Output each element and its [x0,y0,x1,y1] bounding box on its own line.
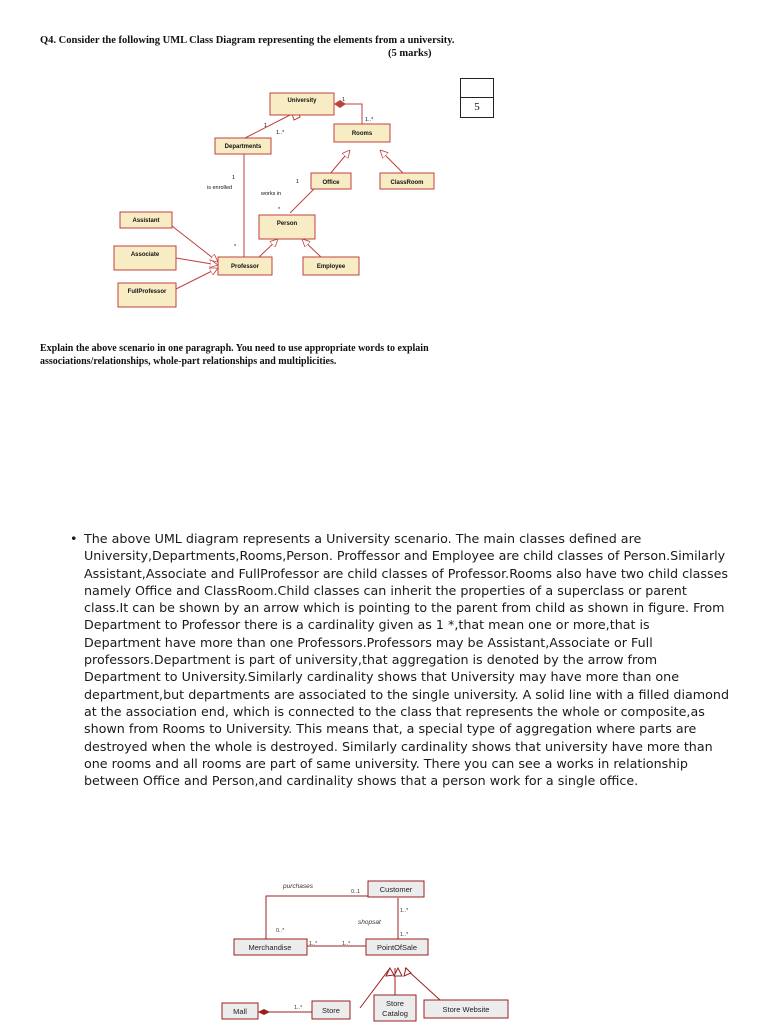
answer-bullet: • [70,531,78,546]
mult-cust-many: 1..* [400,908,409,914]
label-store-website: Store Website [442,1005,490,1014]
inherit-arrow-3 [404,968,411,976]
label-fullprofessor: FullProfessor [127,289,167,295]
label-university: University [287,98,317,104]
mult-prof: * [234,244,237,250]
mult-pos-top: 1..* [400,932,409,938]
answer-paragraph: The above UML diagram represents a University scenario. The main classes defined are University,Departments,Rooms,Person. Proffessor and Employee are child classes of Person.Similarly Assistant,Associate and FullProfessor are child classes of Professor.Rooms also have two child classes namely Office and ClassRoom.Child classes can inherit the properties of a superclass or parent class.It can be shown by an arrow which is pointing to the parent from child as shown in figure. From Department to Professor there is a cardinality given as 1 *,that mean one or more,that is Department have more than one Professors.Professors may be Assistant,Associate or Full professors.Department is part of university,that aggregation is denoted by the arrow from Department to University.Similarly cardinality shows that University may have more than one department,but departments are associated to the single university. A solid line with a filled diamond at the association end, which is connected to the class that represents the whole or composite,as shown from Rooms to University. This means that, a special type of aggregation where parts are destroyed when the whole is destroyed. Similarly cardinality shows that university have more than one rooms and all rooms are part of same university. There you can see a works in relationship between Office and Person,and cardinality shows that a person work for a single office. [84,531,729,789]
label-mall: Mall [233,1007,247,1016]
label-classroom: ClassRoom [390,180,424,186]
label-departments: Departments [224,144,262,150]
label-works-in: works in [261,191,282,197]
label-pointofsale: PointOfSale [376,943,418,952]
question-marks: (5 marks) [388,48,432,59]
label-merchandise: Merchandise [248,943,292,952]
label-shopsat: shopsat [358,919,381,926]
question-text: Q4. Consider the following UML Class Diagram representing the elements from a university. [40,35,455,46]
mult-merch-right: 1..* [309,941,318,947]
label-rooms: Rooms [351,131,373,137]
label-assistant: Assistant [132,218,160,224]
label-employee: Employee [316,264,346,270]
mult-office: 1 [296,179,300,185]
label-store-catalog-1: Store [386,999,404,1008]
mult-merch: 0..* [276,928,285,934]
mult-person: * [278,207,281,213]
label-purchases: purchases [283,883,313,890]
label-office: Office [322,180,340,186]
instruction-text: Explain the above scenario in one paragraph. You need to use appropriate words to explain associations/relationships, whole-part relationships and multiplicities. [40,343,429,367]
mult-univ-dept: 1 [264,123,268,129]
label-is-enrolled: is enrolled [207,185,233,191]
mult-dept: 1 [232,175,236,181]
mult-customer: 0..1 [351,889,361,895]
mult-univ: 1 [342,97,346,103]
mult-pos-left: 1..* [342,941,351,947]
mult-rooms: 1..* [365,117,374,123]
label-associate: Associate [130,252,160,258]
label-store: Store [322,1006,340,1015]
score-value: 5 [474,101,480,113]
mall-diamond [258,1009,270,1015]
mult-store: 1..* [294,1005,303,1011]
label-person: Person [276,221,298,227]
label-professor: Professor [230,264,260,270]
label-customer: Customer [379,885,413,894]
mult-univ-dept-many: 1..* [276,130,285,136]
label-store-catalog-2: Catalog [382,1009,408,1018]
